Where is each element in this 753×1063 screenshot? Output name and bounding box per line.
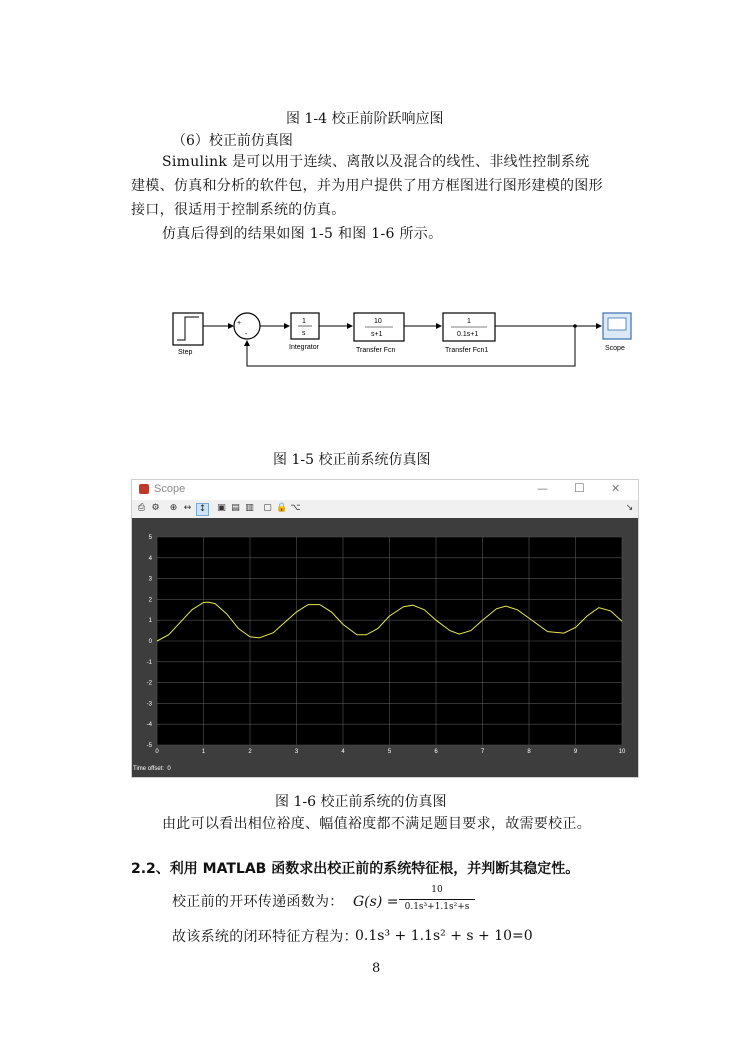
transfer-fcn1-label: Transfer Fcn1 xyxy=(445,347,489,354)
print-icon[interactable]: ⎙ xyxy=(137,503,146,513)
transfer-fcn-denominator: s+1 xyxy=(371,331,383,338)
scope-plot xyxy=(132,518,638,777)
signal-selection-icon[interactable]: ⌥ xyxy=(290,503,301,513)
sum-minus-sign: - xyxy=(245,331,248,338)
figure-1-4-caption: 图 1-4 校正前阶跃响应图 xyxy=(286,111,444,127)
step-label: Step xyxy=(178,349,193,356)
x-tick-label: 6 xyxy=(434,749,438,755)
scope-label: Scope xyxy=(605,345,625,352)
scope-block[interactable] xyxy=(603,313,631,339)
page-number: 8 xyxy=(372,961,381,976)
minimize-button[interactable]: — xyxy=(537,482,548,495)
section-6-heading: （6）校正前仿真图 xyxy=(172,133,293,149)
x-tick-label: 10 xyxy=(618,749,626,755)
x-tick-label: 9 xyxy=(573,749,578,755)
integrator-label: Integrator xyxy=(289,344,319,351)
time-offset-label xyxy=(133,766,171,772)
y-tick-label: 1 xyxy=(148,618,152,625)
floating-scope-icon[interactable]: ▢ xyxy=(263,503,272,513)
y-tick-label: -3 xyxy=(146,701,152,708)
scope-window-title: Scope xyxy=(154,483,186,495)
sum-plus-sign: + xyxy=(237,320,242,327)
transfer-fcn1-denominator: 0.1s+1 xyxy=(457,331,479,338)
figure-1-5-caption: 图 1-5 校正前系统仿真图 xyxy=(273,452,431,468)
conclusion-paragraph: 由此可以看出相位裕度、幅值裕度都不满足题目要求，故需要校正。 xyxy=(162,816,591,832)
x-tick-label: 4 xyxy=(341,749,345,755)
save-axes-icon[interactable]: ▤ xyxy=(231,503,240,513)
close-button[interactable]: ✕ xyxy=(611,482,621,495)
closed-loop-equation: 0.1s³ + 1.1s² + s + 10=0 xyxy=(355,928,533,944)
open-loop-numerator: 10 xyxy=(431,885,443,895)
open-loop-denominator: 0.1s³+1.1s²+s xyxy=(404,902,470,912)
transfer-fcn-numerator: 10 xyxy=(374,318,382,325)
fraction-bar xyxy=(399,899,475,900)
y-tick-label: -2 xyxy=(146,680,152,687)
section-2-2-heading: 2.2、利用 MATLAB 函数求出校正前的系统特征根，并判断其稳定性。 xyxy=(131,861,580,877)
time-offset-text: Time offset: xyxy=(133,766,165,772)
simulink-block-diagram xyxy=(165,305,635,380)
y-tick-label: 0 xyxy=(148,639,152,645)
open-loop-label: 校正前的开环传递函数为： xyxy=(172,894,344,910)
zoom-y-icon[interactable]: ↕ xyxy=(196,503,209,516)
results-paragraph: 仿真后得到的结果如图 1-5 和图 1-6 所示。 xyxy=(162,226,443,242)
y-tick-label: -1 xyxy=(146,659,152,666)
time-offset-value: 0 xyxy=(167,766,171,772)
y-tick-label: 5 xyxy=(148,535,152,541)
toolbar-arrow-icon[interactable]: ↘ xyxy=(625,503,634,513)
x-tick-label: 7 xyxy=(480,749,485,755)
y-tick-label: 3 xyxy=(148,576,152,583)
transfer-fcn-label: Transfer Fcn xyxy=(356,347,396,354)
integrator-numerator: 1 xyxy=(302,318,306,325)
zoom-x-icon[interactable]: ↔ xyxy=(183,503,192,513)
closed-loop-label: 故该系统的闭环特征方程为： xyxy=(172,929,358,945)
y-tick-label: 4 xyxy=(148,555,152,562)
matlab-icon xyxy=(139,484,149,494)
x-tick-label: 3 xyxy=(294,749,299,755)
scope-plot-area xyxy=(132,518,638,777)
step-block[interactable] xyxy=(173,313,203,345)
zoom-in-icon[interactable]: ⊕ xyxy=(169,503,178,513)
restore-axes-icon[interactable]: ▥ xyxy=(245,503,254,513)
simulink-paragraph: Simulink 是可以用于连续、离散以及混合的线性、非线性控制系统建模、仿真和分析的软件包，并为用户提供了用方框图进行图形建模的图形接口，很适用于控制系统的仿真。 xyxy=(131,154,603,218)
lock-icon[interactable]: 🔒 xyxy=(276,503,288,513)
y-tick-label: 2 xyxy=(148,597,152,604)
y-tick-label: -4 xyxy=(146,722,152,729)
x-tick-label: 0 xyxy=(155,749,159,755)
scope-window xyxy=(131,479,639,778)
maximize-button[interactable]: ☐ xyxy=(574,481,585,495)
integrator-denominator: s xyxy=(302,330,306,337)
parameters-icon[interactable]: ⚙ xyxy=(151,503,160,513)
autoscale-icon[interactable]: ▣ xyxy=(217,503,226,513)
y-tick-label: -5 xyxy=(146,743,152,749)
x-tick-label: 1 xyxy=(201,749,206,755)
scope-toolbar xyxy=(132,500,638,519)
open-loop-lhs: G(s) = xyxy=(353,894,399,910)
x-tick-label: 8 xyxy=(527,749,531,755)
transfer-fcn1-numerator: 1 xyxy=(467,318,471,325)
figure-1-6-caption: 图 1-6 校正前系统的仿真图 xyxy=(275,794,447,810)
scope-titlebar[interactable] xyxy=(132,480,638,500)
x-tick-label: 5 xyxy=(387,749,392,755)
x-tick-label: 2 xyxy=(248,749,252,755)
